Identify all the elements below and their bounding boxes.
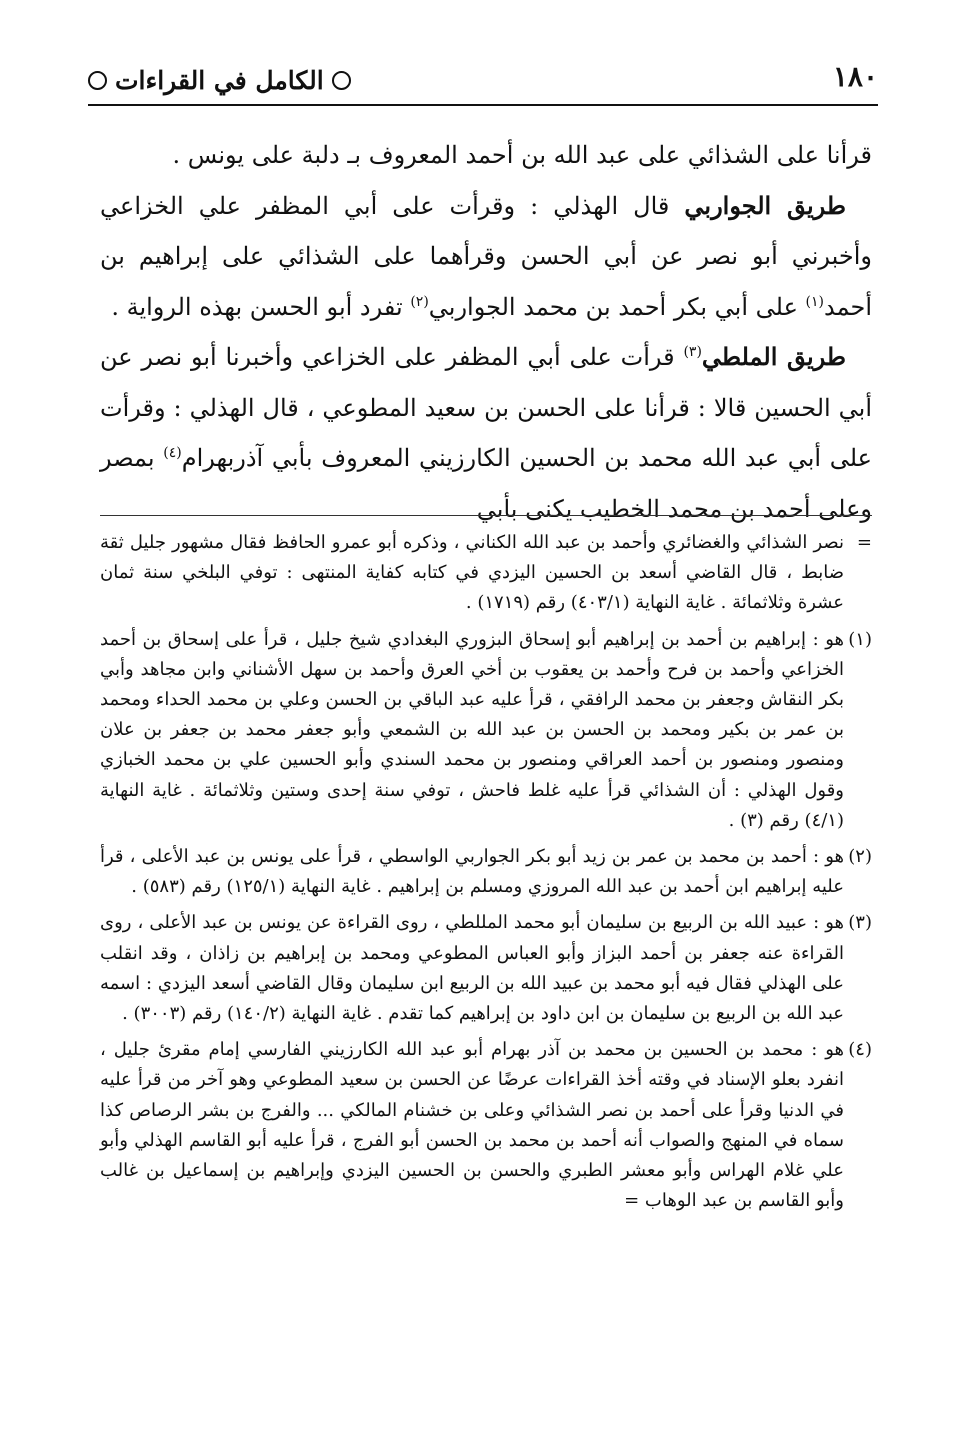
header-rule — [88, 104, 878, 106]
footnote-text: هو : أحمد بن محمد بن عمر بن زيد أبو بكر الجواربي الواسطي ، قرأ على يونس بن عبد الأعلى ، قرأ عليه إبراهيم ابن أحمد بن عبد الله المروزي ومسلم بن إبراهيم . غاية النهاية (١٢٥/١) رقم (٥٨٣) . — [100, 846, 844, 898]
footnote-mark: (٤) — [848, 1039, 872, 1061]
footnote-mark: (٣) — [848, 912, 872, 934]
footnote-ref[interactable]: (٢) — [410, 293, 429, 310]
paragraph — [100, 181, 872, 333]
circle-ornament-icon — [88, 71, 107, 90]
circle-ornament-icon — [332, 71, 351, 90]
paragraph-text: قال الهذلي : وقرأت على أبي المظفر علي الخزاعي وأخبرني أبو نصر عن أبي الحسن وقرأهما على الشذائي على إبراهيم بن أحمد — [100, 191, 872, 321]
paragraph-text: تفرد أبو الحسن بهذه الرواية . — [111, 292, 411, 321]
footnote-mark: (٢) — [848, 846, 872, 868]
paragraph — [100, 332, 872, 534]
footnote-text: نصر الشذائي والغضائري وأحمد بن عبد الله الكناني ، وذكره أبو عمرو الحافظ فقال مشهور جليل ثقة ضابط ، قال القاضي أسعد بن الحسين اليزدي في كتابه كفاية المنتهى : توفي البلخي سنة ثمان عشرة وثلاثمائة . غاية النهاية (٤٠٣/١) رقم (١٧١٩) . — [100, 532, 844, 614]
section-heading: طريق الجواربي — [684, 190, 846, 220]
footnote-ref[interactable]: (٣) — [683, 344, 702, 360]
page-header — [88, 58, 878, 110]
footnote-text: هو : إبراهيم بن أحمد بن إبراهيم أبو إسحاق البزوري البغدادي شيخ جليل ، قرأ على إسحاق بن أحمد الخزاعي وأحمد بن فرح وأحمد بن يعقوب بن أخي العرق وأحمد بن سهل الأشناني وابن مجاهد وأبي بكر النقاش وجعفر بن محمد الرافقي ، قرأ عليه عبد الباقي بن الحسن وعلي بن محمد الحداء ومحمد بن عمر بن بكير ومحمد بن الحسن بن عبد الله بن الشمعي وأبو جعفر محمد بن جعفر بن علان ومنصور ومنصور بن أحمد العراقي ومنصور بن محمد السندي وأبو الحسين علي بن محمد الخبازي وقول الهذلي : أن الشذائي قرأ عليه غلط فاحش ، توفي سنة إحدى وستين وثلاثمائة . غاية النهاية (٤/١) رقم (٣) . — [100, 628, 844, 831]
main-text — [100, 130, 872, 534]
paragraph-text: بمصر وعلى أحمد بن محمد الخطيب يكنى بأبي — [100, 444, 872, 523]
paragraph-text: قرأنا على الشذائي على عبد الله بن أحمد المعروف بـ دلبة على يونس . — [172, 141, 872, 169]
running-title-text: الكامل في القراءات — [115, 66, 324, 95]
footnote-text: هو : عبيد الله بن الربيع بن سليمان أبو محمد المللطي ، روى القراءة عن يونس بن عبد الأعلى ، روى القراءة عنه جعفر بن أحمد البزاز وأبو العباس المطوعي ومحمد بن إبراهيم بن زاذان ، وقد انقلب على الهذلي فقال فيه أبو محمد بن عبيد الله بن الربيع ابن سليمان وقال القاضي أسعد اليزدي : اسمه عبد الله بن الربيع بن سليمان بن ابن داود بن إبراهيم كما تقدم . غاية النهاية (١٤٠/٢) رقم (٣٠٠٣) . — [100, 912, 844, 1025]
footnote-text: هو : محمد بن الحسين بن محمد بن آذر بهرام أبو عبد الله الكارزيني الفارسي إمام مقرئ جليل ، انفرد بعلو الإسناد في وقته أخذ القراءات عرضًا عن الحسن بن سعيد المطوعي وهو آخر من قرأ عليه في الدنيا وقرأ على أحمد بن نصر الشذائي وعلى بن خشنام المالكي ... والفرج بن بشر الرصاص كذا سماه في المنهج والصواب أنه أحمد بن محمد بن الحسن أبو الفرج ، قرأ عليه أبو القاسم الهذلي وأبو علي غلام الهراس وأبو معشر الطبري والحسن بن الحسين اليزدي وإبراهيم بن إسماعيل بن غالب وأبو القاسم بن عبد الوهاب = — [100, 1039, 845, 1212]
footnote-continuation — [100, 528, 872, 619]
footnote-3 — [100, 908, 872, 1029]
footnote-mark: (١) — [848, 628, 872, 650]
footnote-1 — [100, 625, 872, 836]
paragraph — [100, 130, 872, 181]
footnote-ref[interactable]: (٤) — [163, 445, 182, 461]
footnote-2 — [100, 842, 872, 902]
footnote-4 — [100, 1035, 872, 1216]
footnotes — [100, 528, 872, 1222]
paragraph-text: على أبي بكر أحمد بن محمد الجواربي — [428, 292, 806, 321]
paragraph-text: قرأت على أبي المظفر على الخزاعي وأخبرنا أبو نصر عن أبي الحسين قالا : قرأنا على الحسن بن سعيد المطوعي ، قال الهذلي : وقرأت على أبي عبد الله محمد بن الحسين الكارزيني المعروف بأبي آذربهرام — [100, 343, 872, 472]
footnote-ref[interactable]: (١) — [805, 293, 825, 310]
running-title — [88, 66, 351, 95]
section-heading: طريق الملطي — [701, 342, 846, 371]
page-number: ١٨٠ — [832, 60, 878, 93]
footnote-mark: = — [856, 532, 872, 553]
footnote-separator — [100, 515, 872, 516]
